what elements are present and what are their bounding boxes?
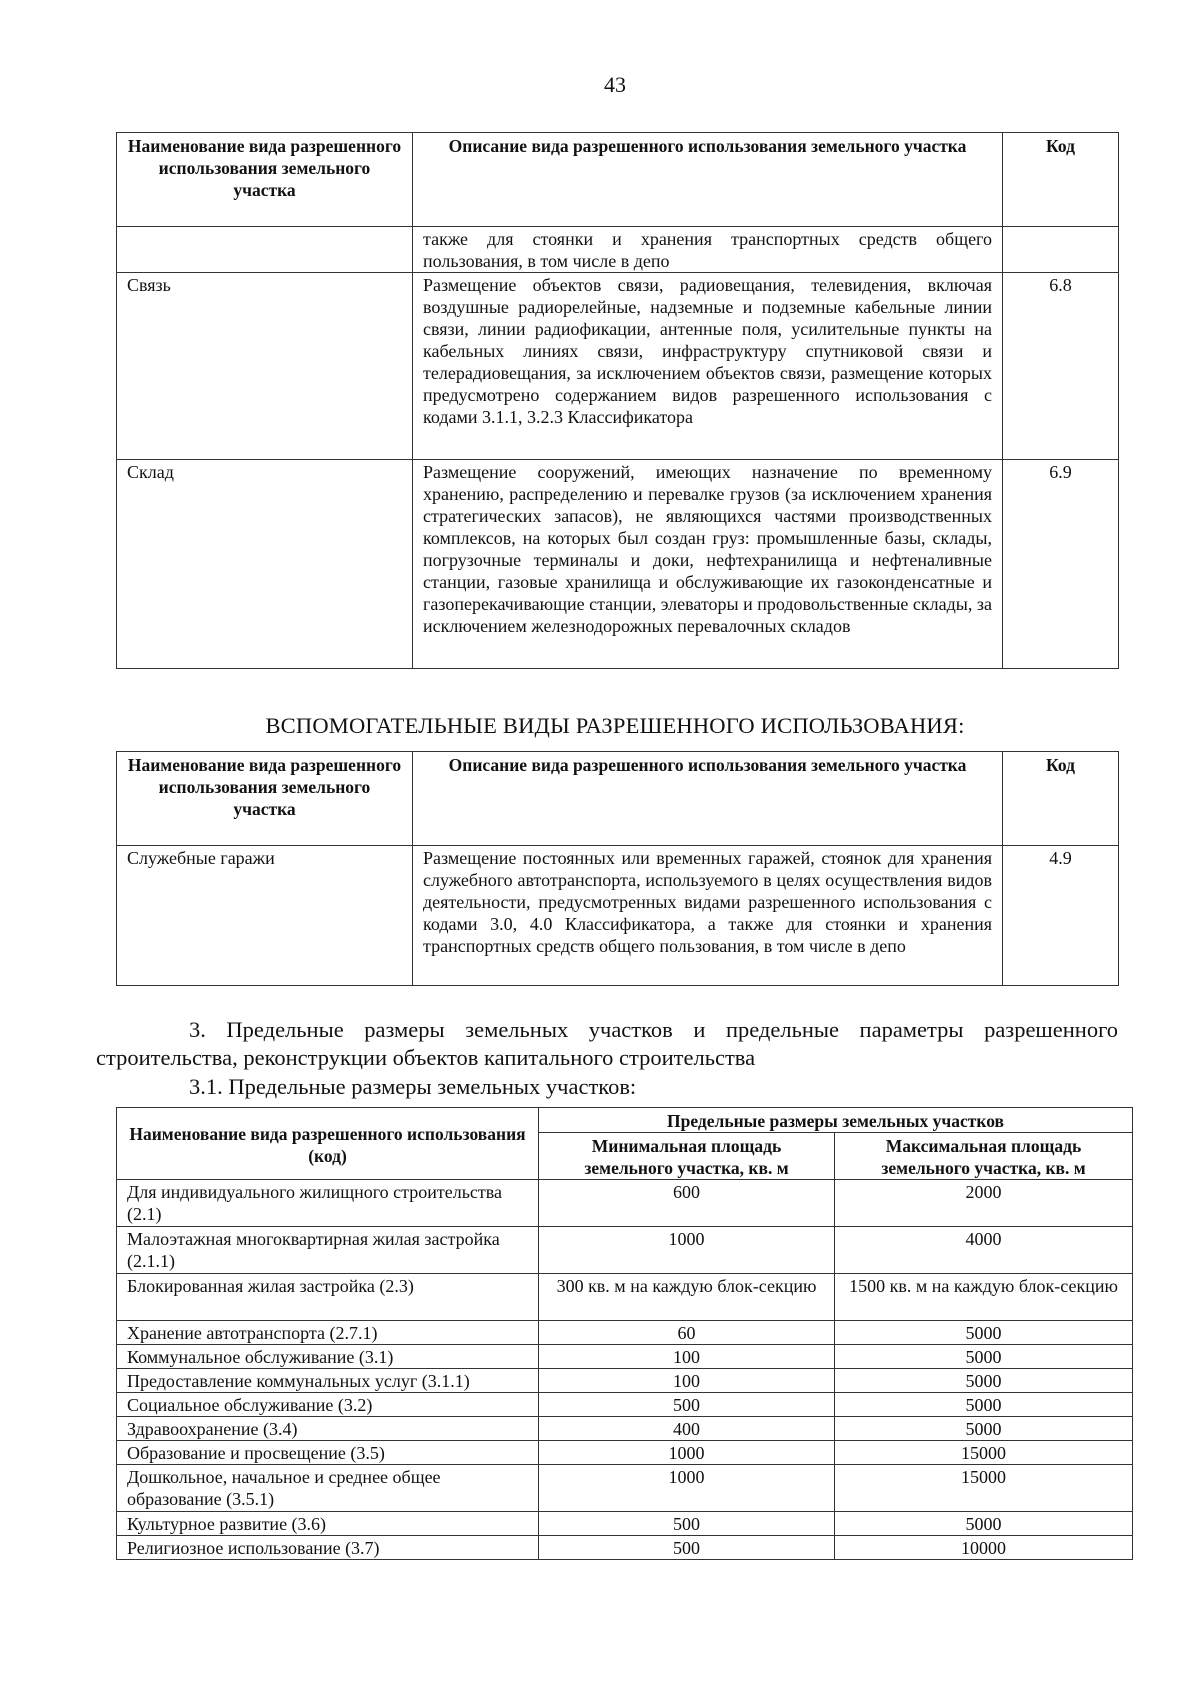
row-max-area: 4000: [835, 1227, 1133, 1274]
header-name: Наименование вида разрешенного использования (код): [117, 1108, 539, 1180]
row-name: Культурное развитие (3.6): [117, 1512, 539, 1536]
row-name: Склад: [117, 460, 413, 669]
row-code: [1003, 227, 1119, 273]
table-row: [117, 1417, 1133, 1441]
header-group: Предельные размеры земельных участков: [539, 1108, 1133, 1133]
header-max-area: Максимальная площадь земельного участка, кв. м: [835, 1133, 1133, 1180]
auxiliary-uses-table: [116, 751, 1119, 986]
row-max-area: 10000: [835, 1536, 1133, 1560]
row-code: 4.9: [1003, 846, 1119, 986]
row-max-area: 5000: [835, 1512, 1133, 1536]
row-name: Для индивидуального жилищного строительства (2.1): [117, 1180, 539, 1227]
row-min-area: 400: [539, 1417, 835, 1441]
header-min-area: Минимальная площадь земельного участка, кв. м: [539, 1133, 835, 1180]
row-min-area: 500: [539, 1512, 835, 1536]
row-description: Размещение сооружений, имеющих назначение по временному хранению, распределению и перевалке грузов (за исключением хранения стратегических запасов), не являющихся частями производственных комплексов, на которых был создан груз: промышленные базы, склады, погрузочные терминалы и доки, нефтехранилища и нефтеналивные станции, газовые хранилища и обслуживающие их газоконденсатные и газоперекачивающие станции, элеваторы и продовольственные склады, за исключением железнодорожных перевалочных складов: [413, 460, 1003, 669]
row-max-area: 15000: [835, 1441, 1133, 1465]
section-heading: ВСПОМОГАТЕЛЬНЫЕ ВИДЫ РАЗРЕШЕННОГО ИСПОЛЬЗОВАНИЯ:: [265, 713, 965, 738]
row-max-area: 5000: [835, 1417, 1133, 1441]
row-max-area: 15000: [835, 1465, 1133, 1512]
row-min-area: 1000: [539, 1465, 835, 1512]
row-name: Образование и просвещение (3.5): [117, 1441, 539, 1465]
row-min-area: 500: [539, 1393, 835, 1417]
page-number: 43: [604, 72, 626, 97]
table-row: [117, 273, 1119, 460]
table-row: [117, 460, 1119, 669]
table-row: [117, 1274, 1133, 1321]
table-row: [117, 846, 1119, 986]
paragraph-section-3: 3. Предельные размеры земельных участков и предельные параметры разрешенного строительства, реконструкции объектов капитального строительства: [96, 1017, 1118, 1070]
header-description: Описание вида разрешенного использования земельного участка: [413, 133, 1003, 227]
row-name: Социальное обслуживание (3.2): [117, 1393, 539, 1417]
row-name: Служебные гаражи: [117, 846, 413, 986]
row-min-area: 1000: [539, 1441, 835, 1465]
row-max-area: 5000: [835, 1321, 1133, 1345]
table-row: [117, 1180, 1133, 1227]
table-row: [117, 1512, 1133, 1536]
table-row: [117, 1465, 1133, 1512]
table-row: [117, 1441, 1133, 1465]
table-row: [117, 1369, 1133, 1393]
row-description: Размещение объектов связи, радиовещания, телевидения, включая воздушные радиорелейные, надземные и подземные кабельные линии связи, линии радиофикации, антенные поля, усилительные пункты на кабельных линиях связи, инфраструктуру спутниковой связи и телерадиовещания, за исключением объектов связи, размещение которых предусмотрено содержанием видов разрешенного использования с кодами 3.1.1, 3.2.3 Классификатора: [413, 273, 1003, 460]
row-min-area: 500: [539, 1536, 835, 1560]
row-name: Религиозное использование (3.7): [117, 1536, 539, 1560]
paragraph-section-3-1: 3.1. Предельные размеры земельных участков:: [189, 1074, 637, 1099]
table-row: [117, 1393, 1133, 1417]
row-name: Коммунальное обслуживание (3.1): [117, 1345, 539, 1369]
row-name: Дошкольное, начальное и среднее общее образование (3.5.1): [117, 1465, 539, 1512]
row-min-area: 600: [539, 1180, 835, 1227]
row-code: 6.8: [1003, 273, 1119, 460]
row-name: Связь: [117, 273, 413, 460]
row-min-area: 100: [539, 1345, 835, 1369]
table-header-row: [117, 752, 1119, 846]
row-name: Здравоохранение (3.4): [117, 1417, 539, 1441]
row-min-area: 1000: [539, 1227, 835, 1274]
table-header-row: [117, 133, 1119, 227]
header-code: Код: [1003, 752, 1119, 846]
row-description: также для стоянки и хранения транспортных средств общего пользования, в том числе в депо: [413, 227, 1003, 273]
header-description: Описание вида разрешенного использования земельного участка: [413, 752, 1003, 846]
plot-size-limits-table: [116, 1107, 1133, 1560]
main-uses-table-continued: [116, 132, 1119, 669]
table-row: [117, 1345, 1133, 1369]
row-max-area: 5000: [835, 1345, 1133, 1369]
row-max-area: 2000: [835, 1180, 1133, 1227]
row-name: Малоэтажная многоквартирная жилая застройка (2.1.1): [117, 1227, 539, 1274]
row-name: Предоставление коммунальных услуг (3.1.1): [117, 1369, 539, 1393]
row-min-area: 300 кв. м на каждую блок-секцию: [539, 1274, 835, 1321]
table-header-row: [117, 1108, 1133, 1133]
table-row: [117, 1536, 1133, 1560]
table-row: [117, 1321, 1133, 1345]
row-description: Размещение постоянных или временных гаражей, стоянок для хранения служебного автотранспорта, используемого в целях осуществления видов деятельности, предусмотренных видами разрешенного использования с кодами 3.0, 4.0 Классификатора, а также для стоянки и хранения транспортных средств общего пользования, в том числе в депо: [413, 846, 1003, 986]
header-name: Наименование вида разрешенного использования земельного участка: [117, 133, 413, 227]
row-name: Блокированная жилая застройка (2.3): [117, 1274, 539, 1321]
header-code: Код: [1003, 133, 1119, 227]
header-name: Наименование вида разрешенного использования земельного участка: [117, 752, 413, 846]
table-row: [117, 1227, 1133, 1274]
row-min-area: 100: [539, 1369, 835, 1393]
table-row: [117, 227, 1119, 273]
row-code: 6.9: [1003, 460, 1119, 669]
row-max-area: 5000: [835, 1369, 1133, 1393]
row-max-area: 1500 кв. м на каждую блок-секцию: [835, 1274, 1133, 1321]
row-max-area: 5000: [835, 1393, 1133, 1417]
row-name: [117, 227, 413, 273]
row-name: Хранение автотранспорта (2.7.1): [117, 1321, 539, 1345]
row-min-area: 60: [539, 1321, 835, 1345]
